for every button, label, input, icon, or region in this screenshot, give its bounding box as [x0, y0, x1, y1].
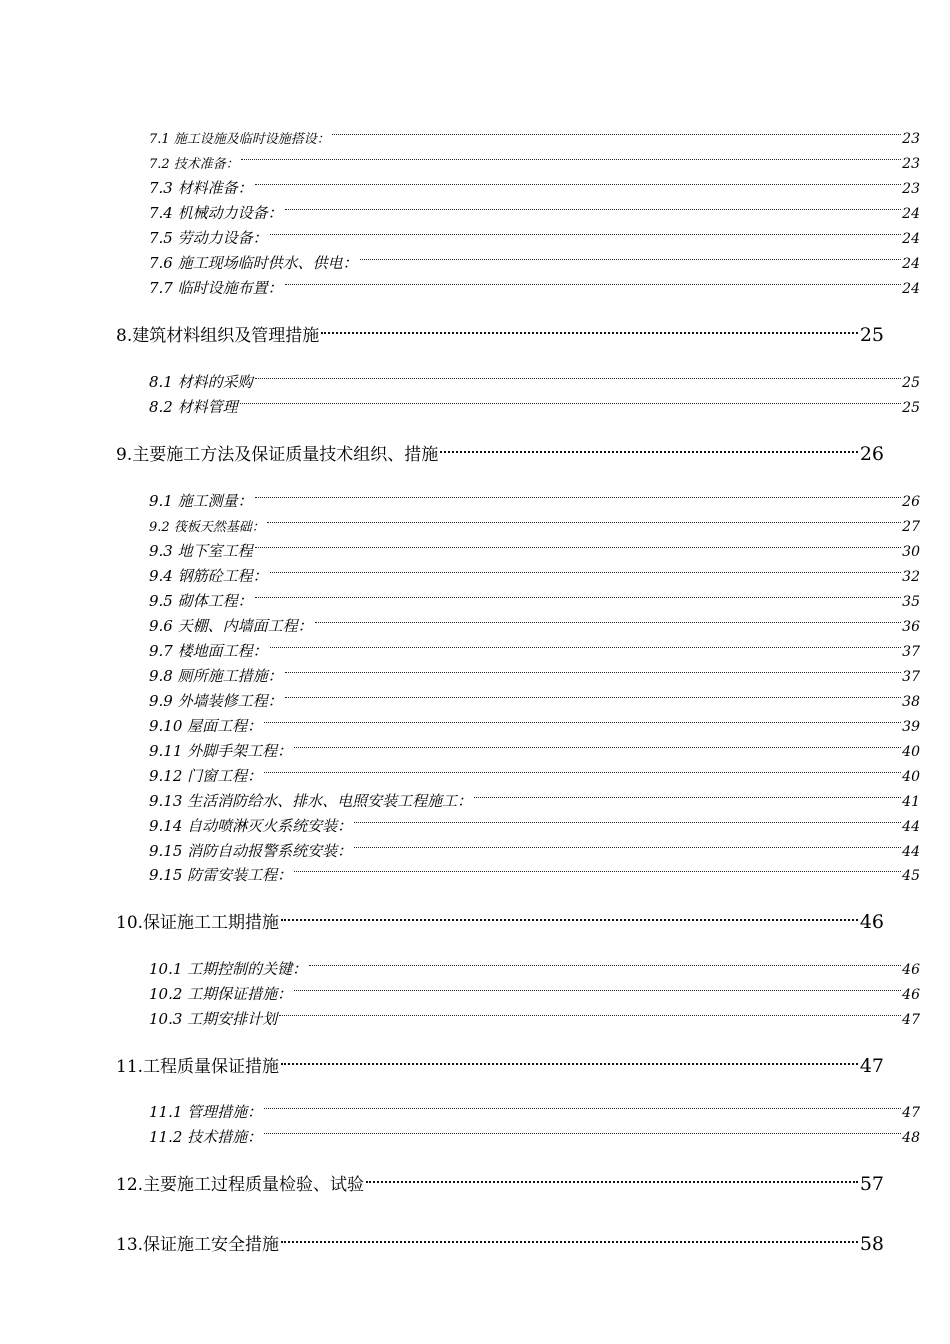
toc-entry-label: 9.11 外脚手架工程：: [149, 742, 293, 760]
toc-entry-7-6[interactable]: [149, 246, 920, 272]
dot-leader: [253, 534, 903, 556]
dot-leader: [283, 684, 903, 706]
toc-entry-page: 46: [902, 987, 920, 1003]
toc-entry-page: 39: [902, 719, 920, 735]
toc-entry-7-7[interactable]: [149, 271, 920, 297]
dot-leader: [358, 246, 903, 268]
dot-leader: [352, 809, 902, 831]
toc-section-13[interactable]: [116, 1224, 884, 1255]
toc-entry-page: 45: [902, 868, 920, 884]
toc-section-page: 46: [859, 911, 884, 933]
toc-entry-label: 9.8 厕所施工措施：: [149, 667, 283, 685]
toc-entry-label: 7.5 劳动力设备：: [149, 229, 268, 247]
toc-entry-label: 7.1 施工设施及临时设施搭设：: [149, 132, 330, 147]
dot-leader: [352, 834, 902, 856]
toc-section-10[interactable]: [116, 902, 884, 933]
dot-leader: [283, 659, 903, 681]
toc-entry-page: 23: [902, 131, 920, 147]
dot-leader: [283, 271, 903, 293]
toc-entry-label: 9.1 施工测量：: [149, 492, 253, 510]
toc-entry-label: 9.3 地下室工程: [149, 542, 253, 560]
toc-section-page: 25: [859, 324, 884, 346]
toc-entry-page: 32: [902, 569, 920, 585]
dot-leader: [253, 365, 903, 387]
toc-section-title: 9.主要施工方法及保证质量技术组织、措施: [116, 445, 439, 465]
toc-entry-9-7[interactable]: [149, 634, 920, 660]
toc-entry-9-3[interactable]: [149, 534, 920, 560]
toc-entry-label: 9.15 消防自动报警系统安装：: [149, 842, 353, 860]
toc-entry-label: 9.14 自动喷淋灭火系统安装：: [149, 817, 353, 835]
toc-entry-page: 24: [902, 231, 920, 247]
toc-section-title: 8.建筑材料组织及管理措施: [116, 326, 320, 346]
toc-entry-7-1[interactable]: [149, 121, 920, 147]
dot-leader: [262, 759, 902, 781]
toc-section-title: 10.保证施工工期措施: [116, 913, 280, 933]
toc-entry-page: 23: [902, 181, 920, 197]
toc-section-page: 47: [859, 1055, 884, 1077]
toc-entry-8-2[interactable]: [149, 390, 920, 416]
toc-section-12[interactable]: [116, 1164, 884, 1195]
dot-leader: [253, 584, 903, 606]
toc-entry-9-2[interactable]: [149, 509, 920, 535]
toc-entry-page: 23: [902, 156, 920, 172]
toc-entry-9-4[interactable]: [149, 559, 920, 585]
toc-entry-label: 7.7 临时设施布置：: [149, 279, 283, 297]
toc-entry-page: 44: [902, 844, 920, 860]
dot-leader: [307, 952, 902, 974]
dot-leader: [438, 434, 860, 460]
dot-leader: [268, 634, 903, 656]
toc-entry-page: 26: [902, 494, 920, 510]
toc-entry-page: 47: [902, 1105, 920, 1121]
toc-entry-9-11[interactable]: [149, 734, 920, 760]
dot-leader: [472, 784, 902, 806]
dot-leader: [330, 121, 902, 143]
toc-entry-label: 9.9 外墙装修工程：: [149, 692, 283, 710]
toc-section-title: 12.主要施工过程质量检验、试验: [116, 1175, 365, 1195]
toc-entry-label: 10.1 工期控制的关键：: [149, 960, 308, 978]
toc-entry-label: 9.7 楼地面工程：: [149, 642, 268, 660]
dot-leader: [283, 196, 903, 218]
dot-leader: [279, 1224, 860, 1250]
toc-entry-page: 36: [902, 619, 920, 635]
toc-section-page: 57: [859, 1173, 884, 1195]
toc-entry-label: 8.2 材料管理: [149, 398, 238, 416]
toc-section-8[interactable]: [116, 315, 884, 346]
toc-entry-7-2[interactable]: [149, 146, 920, 172]
toc-entry-label: 9.2 筏板天然基础：: [149, 520, 265, 535]
toc-entry-7-4[interactable]: [149, 196, 920, 222]
toc-entry-page: 37: [902, 669, 920, 685]
dot-leader: [292, 858, 902, 880]
toc-entry-page: 40: [902, 769, 920, 785]
toc-entry-label: 10.3 工期安排计划: [149, 1010, 278, 1028]
toc-entry-page: 27: [902, 519, 920, 535]
toc-entry-page: 44: [902, 819, 920, 835]
toc-entry-label: 9.4 钢筋砼工程：: [149, 567, 268, 585]
dot-leader: [279, 902, 860, 928]
toc-entry-9-6[interactable]: [149, 609, 920, 635]
toc-entry-page: 24: [902, 256, 920, 272]
toc-entry-label: 7.2 技术准备：: [149, 157, 239, 172]
dot-leader: [253, 484, 903, 506]
toc-entry-9-9[interactable]: [149, 684, 920, 710]
toc-entry-label: 7.4 机械动力设备：: [149, 204, 283, 222]
toc-entry-page: 25: [902, 400, 920, 416]
dot-leader: [262, 1095, 902, 1117]
toc-entry-page: 24: [902, 206, 920, 222]
dot-leader: [313, 609, 903, 631]
dot-leader: [268, 559, 903, 581]
toc-entry-label: 7.3 材料准备：: [149, 179, 253, 197]
toc-entry-9-10[interactable]: [149, 709, 920, 735]
toc-entry-page: 46: [902, 962, 920, 978]
dot-leader: [277, 1002, 902, 1024]
toc-entry-label: 9.6 天棚、内墙面工程：: [149, 617, 313, 635]
toc-entry-page: 48: [902, 1130, 920, 1146]
dot-leader: [268, 221, 903, 243]
dot-leader: [265, 509, 902, 531]
toc-entry-7-5[interactable]: [149, 221, 920, 247]
toc-entry-label: 8.1 材料的采购: [149, 373, 253, 391]
toc-entry-label: 9.10 屋面工程：: [149, 717, 263, 735]
toc-entry-11-1[interactable]: [149, 1095, 920, 1121]
toc-entry-page: 40: [902, 744, 920, 760]
dot-leader: [319, 315, 860, 341]
toc-section-page: 26: [859, 443, 884, 465]
dot-leader: [262, 709, 902, 731]
toc-section-page: 58: [859, 1233, 884, 1255]
toc-section-title: 13.保证施工安全措施: [116, 1235, 280, 1255]
toc-entry-10-1[interactable]: [149, 952, 920, 978]
toc-entry-page: 37: [902, 644, 920, 660]
dot-leader: [253, 171, 903, 193]
toc-entry-page: 41: [902, 794, 920, 810]
toc-entry-label: 11.1 管理措施：: [149, 1103, 263, 1121]
toc-section-title: 11.工程质量保证措施: [116, 1057, 280, 1077]
toc-entry-label: 10.2 工期保证措施：: [149, 985, 293, 1003]
toc-entry-label: 11.2 技术措施：: [149, 1128, 263, 1146]
toc-entry-page: 24: [902, 281, 920, 297]
toc-entry-9-15a[interactable]: [149, 834, 920, 860]
dot-leader: [262, 1120, 902, 1142]
dot-leader: [292, 734, 902, 756]
toc-entry-page: 30: [902, 544, 920, 560]
toc-entry-9-15b[interactable]: [149, 858, 920, 884]
toc-entry-9-13[interactable]: [149, 784, 920, 810]
toc-entry-10-2[interactable]: [149, 977, 920, 1003]
toc-entry-page: 25: [902, 375, 920, 391]
dot-leader: [279, 1046, 860, 1072]
toc-entry-page: 38: [902, 694, 920, 710]
toc-entry-9-8[interactable]: [149, 659, 920, 685]
toc-entry-label: 9.13 生活消防给水、排水、电照安装工程施工：: [149, 792, 473, 810]
toc-entry-9-1[interactable]: [149, 484, 920, 510]
toc-section-9[interactable]: [116, 434, 884, 465]
toc-entry-label: 9.15 防雷安装工程：: [149, 866, 293, 884]
toc-entry-8-1[interactable]: [149, 365, 920, 391]
dot-leader: [238, 390, 903, 412]
toc-entry-label: 9.5 砌体工程：: [149, 592, 253, 610]
toc-entry-label: 7.6 施工现场临时供水、供电：: [149, 254, 358, 272]
toc-section-11[interactable]: [116, 1046, 884, 1077]
toc-entry-page: 35: [902, 594, 920, 610]
dot-leader: [292, 977, 902, 999]
dot-leader: [364, 1164, 860, 1190]
toc-entry-page: 47: [902, 1012, 920, 1028]
toc-entry-9-14[interactable]: [149, 809, 920, 835]
dot-leader: [239, 146, 902, 168]
toc-entry-label: 9.12 门窗工程：: [149, 767, 263, 785]
toc-entry-11-2[interactable]: [149, 1120, 920, 1146]
toc-entry-9-12[interactable]: [149, 759, 920, 785]
toc-entry-10-3[interactable]: [149, 1002, 920, 1028]
toc-entry-9-5[interactable]: [149, 584, 920, 610]
toc-entry-7-3[interactable]: [149, 171, 920, 197]
